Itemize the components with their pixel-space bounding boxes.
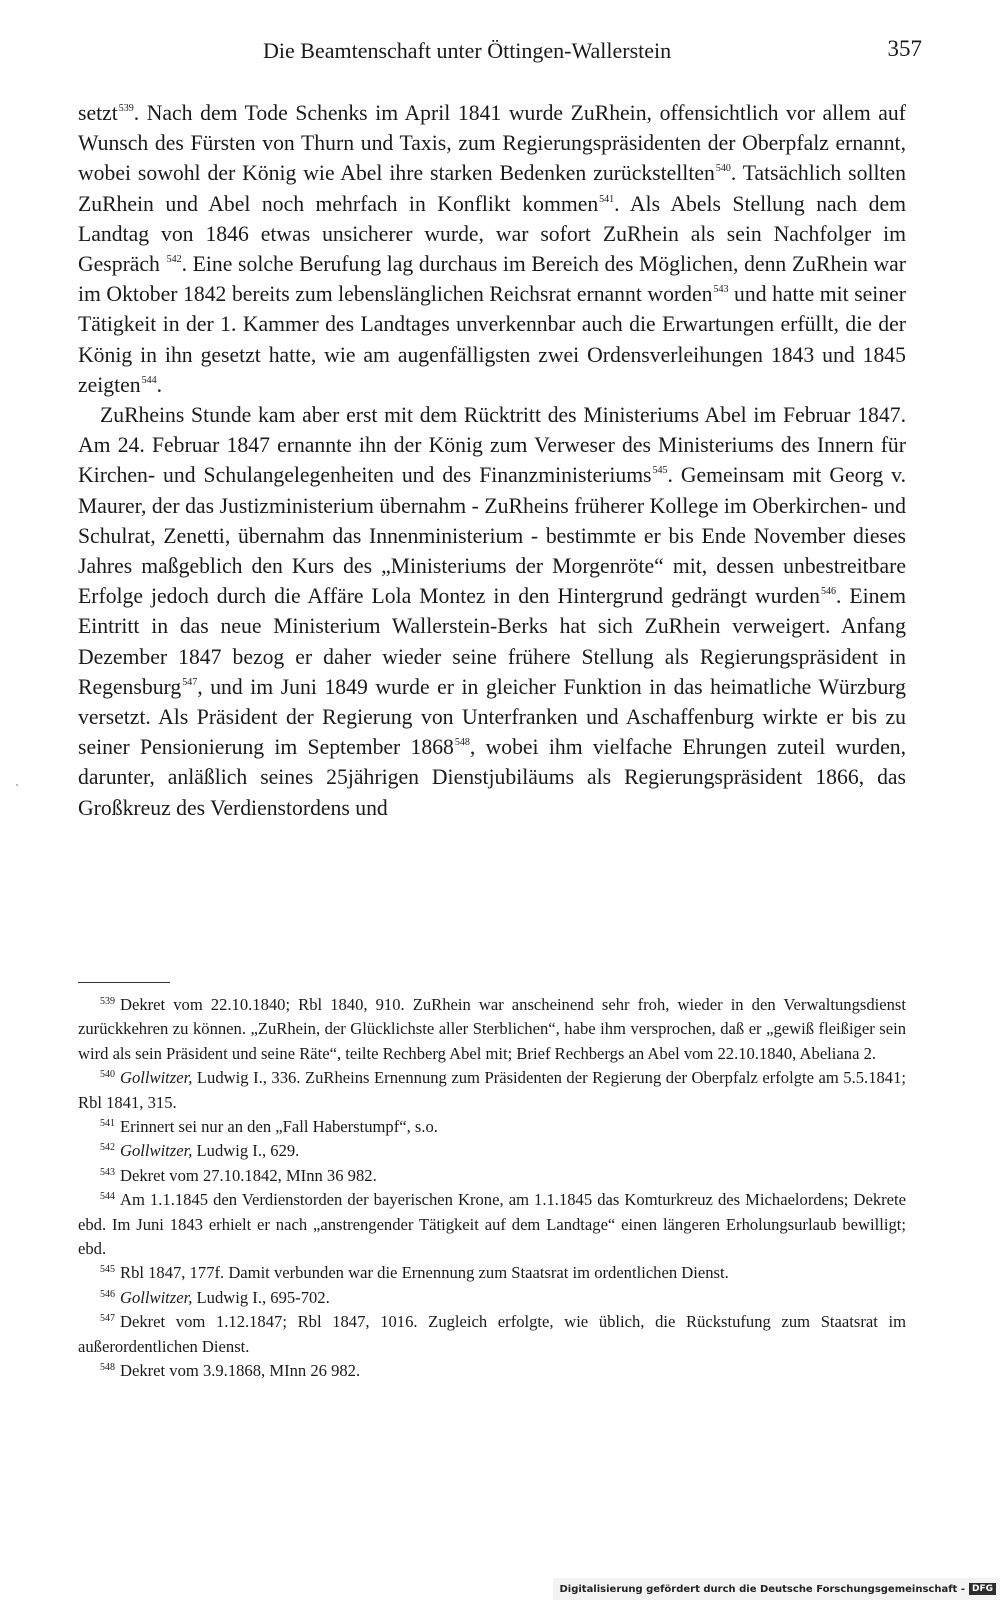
footnote-author: Gollwitzer, bbox=[120, 1141, 193, 1161]
footnote-ref-545[interactable]: 545 bbox=[652, 465, 668, 477]
footnote-number: 539 bbox=[100, 996, 115, 1007]
digitization-credit-bar bbox=[553, 1578, 1000, 1600]
footnote-text: Dekret vom 1.12.1847; Rbl 1847, 1016. Zugleich erfolgte, wie üblich, die Rückstufung zum Staatsrat im außerordentlichen Dienst. bbox=[78, 1312, 906, 1356]
footnote-number: 542 bbox=[100, 1142, 115, 1154]
digitization-credit-text: Digitalisierung gefördert durch die Deutsche Forschungsgemeinschaft - bbox=[559, 1583, 965, 1595]
footnote-number: 541 bbox=[100, 1118, 115, 1130]
footnote-number: 548 bbox=[100, 1362, 115, 1374]
footnote-number: 545 bbox=[100, 1264, 115, 1276]
text-run: . Tatsächlich sollten ZuRhein und Abel noch mehrfach in Konflikt kommen bbox=[78, 161, 906, 216]
paragraph-2 bbox=[78, 400, 906, 823]
text-run: setzt bbox=[78, 101, 118, 125]
footnote-text: Dekret vom 3.9.1868, MInn 26 982. bbox=[120, 1361, 361, 1381]
footnotes bbox=[78, 993, 906, 1384]
text-run: , und im Juni 1849 wurde er in gleicher Funktion in das heimatliche Würzburg versetzt. Als Präsident der Regierung von Unterfranken und Aschaffenburg wirkte er bis zu seiner Pensionierung im September 1868 bbox=[78, 674, 906, 760]
footnote-ref-548[interactable]: 548 bbox=[454, 737, 470, 749]
text-run: und hatte mit seiner Tätigkeit in der 1. Kammer des Landtages unverkennbar auch die Erwartungen erfüllt, die der König in ihn gesetzt hatte, wie am augenfälligsten zwei Ordensverleihungen 1843 und 1845 zeigten bbox=[78, 282, 906, 397]
dfg-logo-icon: DFG bbox=[969, 1583, 996, 1595]
footnote-ref-544[interactable]: 544 bbox=[141, 374, 157, 386]
scan-speck bbox=[16, 784, 18, 786]
text-run: . Gemeinsam mit Georg v. Maurer, der das Justizministerium übernahm - ZuRheins früherer Kollege im Oberkirchen- und Schulrat, Zenetti, übernahm das Innenministerium - bestimmte er bis Ende November dieses Jahres maßgeblich den Kurs des „Ministeriums der Morgenröte“ mit, dessen unbestreitbare Erfolge jedoch durch die Affäre Lola Montez in den Hintergrund gedrängt wurden bbox=[78, 463, 906, 609]
text-run: ZuRheins Stunde kam aber erst mit dem Rücktritt des Ministeriums Abel im Februar 1847. Am 24. Februar 1847 ernannte ihn der König zum Verweser des Ministeriums des Innern für Kirchen- und Schulangelegenheiten und des Finanzministeriums bbox=[78, 403, 906, 488]
footnote-547 bbox=[78, 1310, 906, 1359]
footnote-separator bbox=[78, 982, 170, 983]
footnote-text: Ludwig I., 695-702. bbox=[192, 1287, 330, 1307]
text-run: . Als Abels Stellung nach dem Landtag von 1846 etwas unsicherer wurde, war sofort ZuRhein als sein Nachfolger im Gespräch bbox=[78, 191, 906, 277]
page-header bbox=[78, 36, 922, 68]
footnote-543 bbox=[78, 1164, 906, 1188]
footnote-539 bbox=[78, 993, 906, 1066]
footnote-542 bbox=[78, 1139, 906, 1163]
text-run: . Nach dem Tode Schenks im April 1841 wurde ZuRhein, offensichtlich vor allem auf Wunsch des Fürsten von Thurn und Taxis, zum Regierungspräsidenten der Oberpfalz ernannt, wobei sowohl der König wie Abel ihre starken Bedenken zurückstellten bbox=[78, 101, 906, 186]
running-title: Die Beamtenschaft unter Öttingen-Wallerstein bbox=[263, 38, 672, 63]
page-number: 357 bbox=[887, 36, 922, 61]
footnote-text: Ludwig I., 336. ZuRheins Ernennung zum Präsidenten der Regierung der Oberpfalz erfolgte am 5.5.1841; Rbl 1841, 315. bbox=[78, 1068, 906, 1112]
main-text bbox=[78, 98, 906, 823]
text-run: . Eine solche Berufung lag durchaus im Bereich des Möglichen, denn ZuRhein war im Oktober 1842 bereits zum lebenslänglichen Reichsrat ernannt worden bbox=[78, 252, 907, 307]
footnote-number: 546 bbox=[100, 1288, 115, 1300]
footnote-text: Erinnert sei nur an den „Fall Haberstumpf“, s.o. bbox=[120, 1117, 438, 1137]
footnote-ref-547[interactable]: 547 bbox=[182, 676, 198, 688]
footnote-text: Ludwig I., 629. bbox=[192, 1141, 300, 1161]
footnote-540 bbox=[78, 1066, 906, 1115]
footnote-ref-539[interactable]: 539 bbox=[118, 103, 134, 114]
footnote-ref-543[interactable]: 543 bbox=[713, 284, 729, 296]
footnote-number: 540 bbox=[100, 1069, 115, 1081]
text-run: . Einem Eintritt in das neue Ministerium Wallerstein-Berks hat sich ZuRhein verweigert. Anfang Dezember 1847 bezog er daher wieder seine frühere Stellung als Regierungspräsident in Regensburg bbox=[78, 584, 906, 699]
footnote-ref-540[interactable]: 540 bbox=[715, 163, 731, 175]
footnote-ref-542[interactable]: 542 bbox=[166, 254, 182, 266]
footnote-text: Dekret vom 22.10.1840; Rbl 1840, 910. ZuRhein war anscheinend sehr froh, wieder in den Verwaltungsdienst zurückkehren zu können. „ZuRhein, der Glücklichste aller Sterblichen“, habe ihm versprochen, daß er „gewiß fleißiger sein wird als sein Präsident und seine Räte“, teilte Rechberg Abel mit; Brief Rechbergs an Abel vom 22.10.1840, Abeliana 2. bbox=[78, 995, 906, 1063]
footnote-text: Am 1.1.1845 den Verdienstorden der bayerischen Krone, am 1.1.1845 das Komturkreuz des Michaelordens; Dekrete ebd. Im Juni 1843 erhielt er nach „anstrengender Tätigkeit auf dem Landtage“ einen längeren Erholungsurlaub bewilligt; ebd. bbox=[78, 1190, 906, 1259]
footnote-number: 544 bbox=[100, 1191, 115, 1203]
footnote-545 bbox=[78, 1261, 906, 1285]
footnote-541 bbox=[78, 1115, 906, 1139]
text-run: . bbox=[156, 372, 163, 397]
footnote-author: Gollwitzer, bbox=[120, 1068, 193, 1088]
footnote-number: 543 bbox=[100, 1166, 115, 1178]
footnote-text: Rbl 1847, 177f. Damit verbunden war die Ernennung zum Staatsrat im ordentlichen Dienst. bbox=[120, 1263, 729, 1283]
footnote-544 bbox=[78, 1188, 906, 1261]
footnote-548 bbox=[78, 1359, 906, 1383]
footnote-author: Gollwitzer, bbox=[120, 1287, 193, 1307]
footnote-546 bbox=[78, 1286, 906, 1310]
footnote-text: Dekret vom 27.10.1842, MInn 36 982. bbox=[120, 1165, 377, 1185]
footnote-ref-541[interactable]: 541 bbox=[599, 193, 615, 205]
footnote-ref-546[interactable]: 546 bbox=[821, 586, 836, 598]
footnote-number: 547 bbox=[100, 1313, 115, 1325]
paragraph-1 bbox=[78, 98, 906, 400]
text-run: , wobei ihm vielfache Ehrungen zuteil wurden, darunter, anläßlich seines 25jährigen Dienstjubiläums als Regierungspräsident 1866, das Großkreuz des Verdienstordens und bbox=[78, 735, 907, 820]
